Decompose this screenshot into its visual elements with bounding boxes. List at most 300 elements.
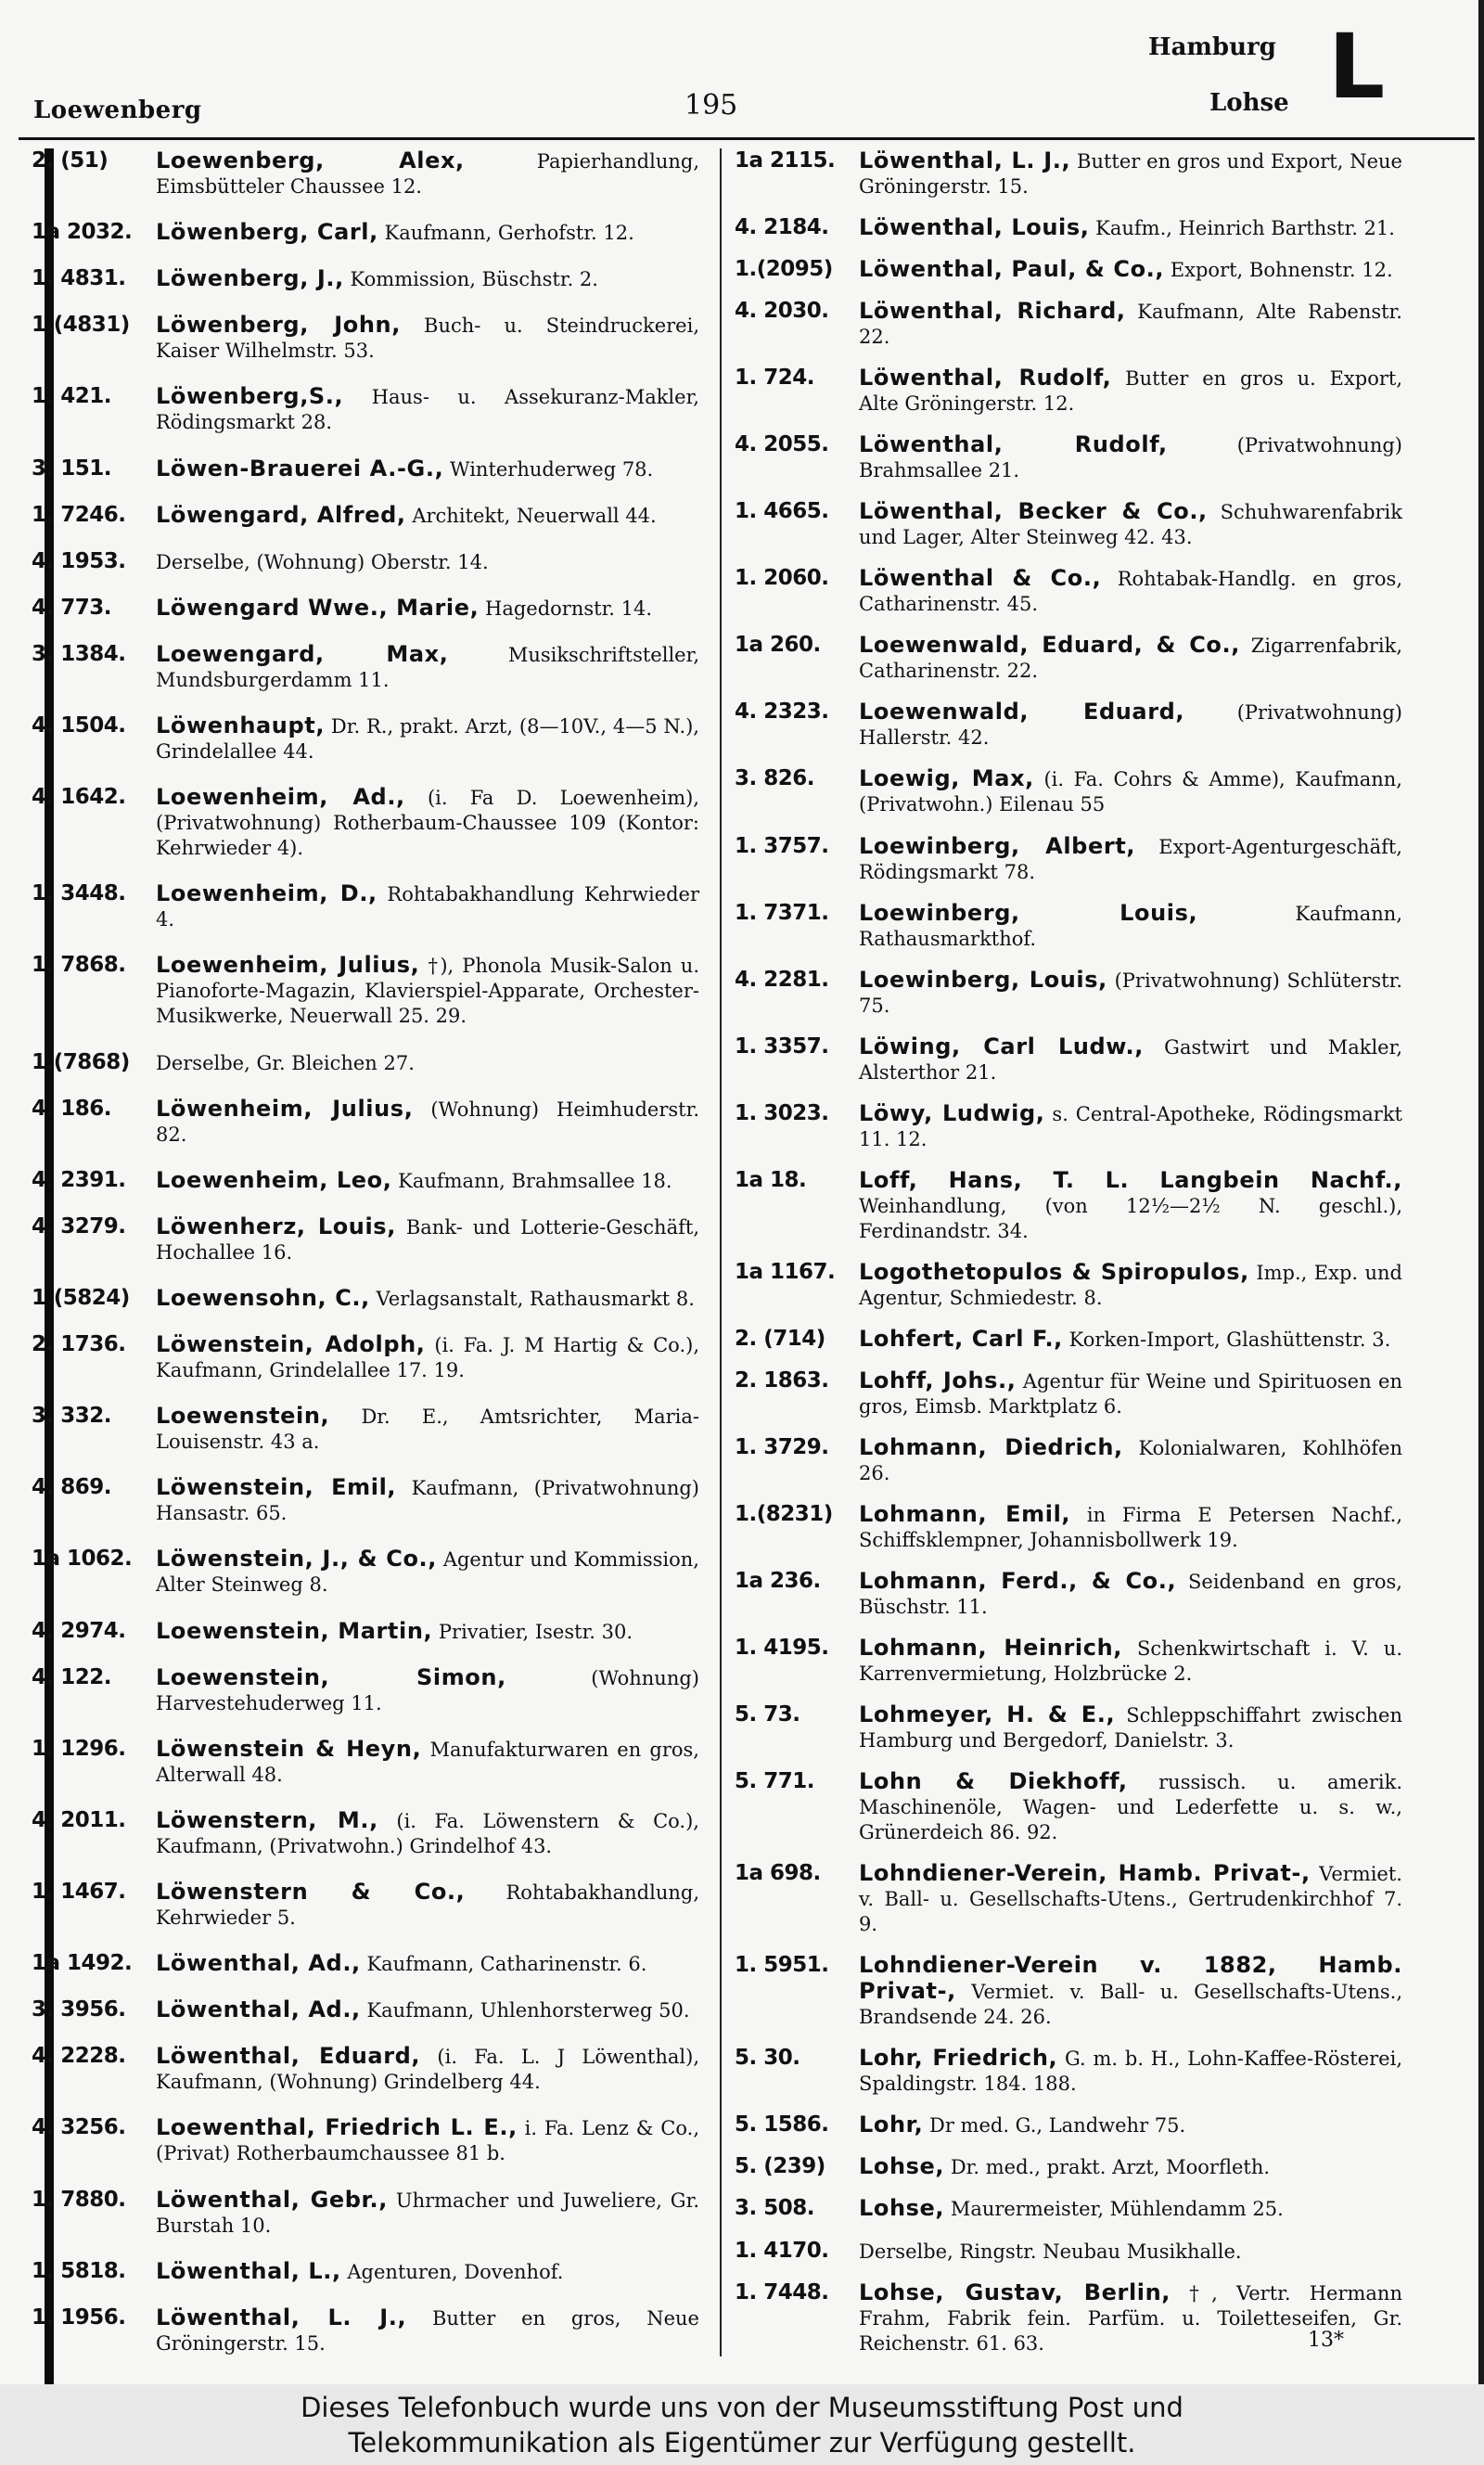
directory-entry (735, 1769, 1402, 1845)
directory-entry (735, 1636, 1402, 1687)
phone-number: 4. 1642. (32, 785, 126, 810)
phone-number: 1.(5824) (32, 1285, 130, 1310)
directory-entry (32, 1665, 699, 1716)
directory-entry (735, 1368, 1402, 1419)
entry-body (859, 700, 1402, 751)
subscriber-details: Derselbe, Ringstr. Neubau Musikhalle. (859, 2240, 1242, 2263)
phone-number: 5. 73. (735, 1702, 800, 1727)
directory-entry (735, 1953, 1402, 2030)
right-column (735, 148, 1402, 2356)
entry-body (156, 1951, 699, 1977)
directory-entry (32, 713, 699, 764)
phone-number: 4. 2030. (735, 299, 829, 324)
phone-number: 1. 3757. (735, 833, 829, 858)
phone-number: 3. 3956. (32, 1997, 126, 2022)
subscriber-details: Agentur für Weine und Spirituosen en gros, Eimsb. Marktplatz 6. (859, 1369, 1402, 1418)
phone-number: 1a 260. (735, 633, 821, 658)
subscriber-details: Weinhandlung, (von 12½—2½ N. geschl.), Ferdinandstr. 34. (859, 1194, 1402, 1242)
subscriber-name: Löwy, Ludwig, (859, 1099, 1045, 1126)
phone-number: 1. 7448. (735, 2279, 829, 2305)
entry-body (859, 834, 1402, 885)
phone-number: 3. 151. (32, 456, 111, 481)
subscriber-details: Dr. E., Amtsrichter, Maria-Louisenstr. 43 a. (156, 1406, 699, 1454)
directory-entry (32, 1168, 699, 1194)
subscriber-name: Löwenthal, Gebr., (156, 2186, 388, 2213)
directory-entry (735, 766, 1402, 817)
subscriber-details: Imp., Exp. und Agentur, Schmiedestr. 8. (859, 1261, 1403, 1309)
entry-body (156, 596, 699, 622)
subscriber-name: Löwenstein, J., & Co., (156, 1546, 437, 1573)
subscriber-name: Löwenthal, Ad., (156, 1950, 361, 1977)
entry-body (859, 257, 1402, 283)
directory-entry (32, 881, 699, 932)
subscriber-details: Schenkwirtschaft i. V. u. Karrenvermietung, Holzbrücke 2. (859, 1637, 1402, 1686)
subscriber-name: Logothetopulos & Spiropulos, (859, 1258, 1249, 1285)
subscriber-details: Agentur und Kommission, Alter Steinweg 8. (156, 1548, 699, 1597)
phone-number: 1a 2115. (735, 148, 836, 173)
entry-body (859, 566, 1402, 617)
subscriber-details: Vermiet. v. Ball- u. Gesellschafts-Utens., Gertrudenkirchhof 7. 9. (859, 1863, 1402, 1936)
subscriber-name: Löwenstern, M., (156, 1806, 378, 1833)
directory-entry (735, 834, 1402, 885)
subscriber-details: Kaufmann, Rathausmarkthof. (859, 902, 1402, 950)
directory-entry (32, 1737, 699, 1788)
subscriber-name: Loewenheim, Julius, (156, 952, 420, 979)
phone-number: 3. 508. (735, 2196, 814, 2221)
phone-number: 1. 3729. (735, 1434, 829, 1459)
entry-body (859, 1861, 1402, 1937)
phone-number: 1.(7868) (32, 1049, 130, 1074)
subscriber-name: Löwengard, Alfred, (156, 501, 406, 528)
subscriber-name: Löwenherz, Louis, (156, 1213, 396, 1239)
phone-number: 5. 771. (735, 1769, 814, 1794)
entry-body (156, 266, 699, 292)
entry-body (859, 2239, 1402, 2265)
subscriber-name: Löwenstein, Adolph, (156, 1331, 426, 1358)
directory-entry (735, 1101, 1402, 1152)
entry-body (156, 953, 699, 1029)
subscriber-name: Lohse, (859, 2153, 945, 2180)
provenance-footer (0, 2384, 1484, 2465)
subscriber-details: Hagedornstr. 14. (485, 597, 653, 620)
entry-body (859, 1702, 1402, 1753)
subscriber-details: Privatier, Isestr. 30. (438, 1620, 633, 1643)
subscriber-name: Löwenthal, Rudolf, (859, 365, 1112, 392)
phone-number: 1a 698. (735, 1861, 821, 1886)
subscriber-details: Rohtabakhandlung Kehrwieder 4. (156, 883, 699, 931)
entry-body (859, 2112, 1402, 2138)
directory-entry (32, 1997, 699, 2023)
phone-number: 1a 1167. (735, 1259, 836, 1284)
phone-number: 1a 236. (735, 1569, 821, 1594)
subscriber-details: in Firma E Petersen Nachf., Schiffsklempner, Johannisbollwerk 19. (859, 1503, 1402, 1551)
directory-entry (735, 2280, 1402, 2356)
phone-number: 4. 122. (32, 1664, 111, 1689)
phone-number: 1. 3023. (735, 1100, 829, 1125)
entry-body (156, 313, 699, 364)
phone-number: 1. 724. (735, 366, 814, 391)
subscriber-details: Butter en gros u. Export, Alte Gröningerstr. 12. (859, 367, 1402, 416)
subscriber-name: Loewensohn, C., (156, 1284, 370, 1311)
subscriber-details: (i. Fa D. Loewenheim), (Privatwohnung) Rotherbaum-Chaussee 109 (Kontor: Kehrwieder 4). (156, 787, 699, 860)
directory-entry (735, 700, 1402, 751)
phone-number: 1. 1296. (32, 1736, 126, 1761)
entry-body (156, 1168, 699, 1194)
directory-entry (735, 2196, 1402, 2222)
entry-body (156, 2044, 699, 2095)
entry-body (156, 220, 699, 246)
subscriber-name: Loewenberg, Alex, (156, 148, 465, 173)
directory-entry (735, 1702, 1402, 1753)
subscriber-details: Rohtabak-Handlg. en gros, Catharinenstr. 45. (859, 568, 1402, 616)
entry-body (859, 1769, 1402, 1845)
directory-entry (735, 901, 1402, 952)
directory-entry (32, 785, 699, 861)
subscriber-details: Zigarrenfabrik, Catharinenstr. 22. (859, 635, 1402, 683)
directory-entry (32, 1547, 699, 1598)
directory-entry (735, 499, 1402, 550)
subscriber-name: Löwenthal, Ad., (156, 1996, 361, 2023)
subscriber-details: Export, Bohnenstr. 12. (1170, 259, 1393, 282)
subscriber-name: Loewinberg, Albert, (859, 832, 1136, 859)
phone-number: 3. 826. (735, 766, 814, 791)
phone-number: 4. 3279. (32, 1213, 126, 1239)
entry-body (859, 2046, 1402, 2097)
directory-entry (32, 596, 699, 622)
directory-entry (735, 1861, 1402, 1937)
phone-number: 5. (239) (735, 2154, 825, 2179)
subscriber-name: Loewenstein, Simon, (156, 1663, 506, 1690)
subscriber-name: Löwenthal, Rudolf, (859, 431, 1168, 458)
subscriber-name: Lohndiener-Verein v. 1882, Hamb. Privat-, (859, 1952, 1402, 2005)
subscriber-name: Löwenberg, Carl, (156, 219, 378, 246)
directory-entry (32, 1880, 699, 1931)
subscriber-name: Loewenheim, D., (156, 880, 377, 907)
subscriber-details: Haus- u. Assekuranz-Makler, Rödingsmarkt 28. (156, 386, 699, 434)
page-number: 195 (684, 89, 738, 122)
subscriber-name: Löwenthal, L. J., (156, 2304, 407, 2330)
subscriber-details: Kaufm., Heinrich Barthstr. 21. (1095, 217, 1395, 240)
entry-body (156, 503, 699, 529)
entry-body (859, 1101, 1402, 1152)
entry-body (859, 148, 1402, 199)
directory-entry (735, 1260, 1402, 1311)
phone-number: 1. 7246. (32, 502, 126, 527)
entry-body (156, 2115, 699, 2166)
directory-entry (735, 968, 1402, 1019)
subscriber-details: Verlagsanstalt, Rathausmarkt 8. (376, 1287, 695, 1310)
directory-entry (735, 1435, 1402, 1486)
entry-body (859, 1569, 1402, 1620)
phone-number: 1. 5818. (32, 2258, 126, 2283)
directory-entry (735, 1569, 1402, 1620)
directory-entry (735, 366, 1402, 417)
subscriber-name: Loff, Hans, T. L. Langbein Nachf., (859, 1166, 1402, 1193)
subscriber-name: Löwing, Carl Ludw., (859, 1033, 1144, 1059)
subscriber-name: Löwenberg,S., (156, 383, 344, 410)
footer-line-1: Dieses Telefonbuch wurde uns von der Museumsstiftung Post und (301, 2391, 1183, 2423)
subscriber-details: (i. Fa. L. J Löwenthal), Kaufmann, (Wohnung) Grindelberg 44. (156, 2046, 700, 2094)
directory-entry (32, 2305, 699, 2356)
subscriber-details: (Privatwohnung) Brahmsallee 21. (859, 434, 1402, 482)
directory-entry (32, 1214, 699, 1265)
subscriber-details: Kaufmann, Brahmsallee 18. (398, 1169, 672, 1192)
entry-body (859, 1327, 1402, 1353)
phone-number: 4. 773. (32, 595, 111, 620)
directory-entry (32, 642, 699, 693)
subscriber-details: i. Fa. Lenz & Co., (Privat) Rotherbaumchaussee 81 b. (156, 2117, 699, 2165)
directory-entry (32, 148, 699, 199)
directory-entry (32, 1619, 699, 1645)
phone-number: 1. 4831. (32, 266, 126, 291)
subscriber-details: Rohtabakhandlung, Kehrwieder 5. (156, 1881, 699, 1929)
subscriber-details: Manufakturwaren en gros, Alterwall 48. (156, 1738, 699, 1786)
directory-entry (32, 1951, 699, 1977)
subscriber-details: Kaufmann, Catharinenstr. 6. (366, 1953, 647, 1976)
subscriber-details: Kommission, Büschstr. 2. (350, 268, 598, 291)
directory-entry (32, 1286, 699, 1312)
phone-number: 1. 7868. (32, 953, 126, 978)
directory-entry (735, 2046, 1402, 2097)
subscriber-name: Löwenthal, Eduard, (156, 2043, 421, 2070)
subscriber-details: Musikschriftsteller, Mundsburgerdamm 11. (156, 643, 699, 691)
subscriber-details: Papierhandlung, Eimsbütteler Chaussee 12. (156, 150, 699, 198)
subscriber-name: Löwenthal, Becker & Co., (859, 498, 1208, 525)
entry-body (156, 1997, 699, 2023)
phone-number: 4. 186. (32, 1096, 111, 1121)
phone-number: 1. 7880. (32, 2187, 126, 2212)
subscriber-name: Lohmann, Heinrich, (859, 1635, 1122, 1662)
directory-entry (735, 2112, 1402, 2138)
subscriber-name: Löwenstein & Heyn, (156, 1735, 422, 1762)
phone-number: 1a 1062. (32, 1547, 133, 1572)
subscriber-name: Lohse, (859, 2195, 945, 2222)
phone-number: 4. 2974. (32, 1618, 126, 1643)
subscriber-details: Gastwirt und Makler, Alsterthor 21. (859, 1035, 1402, 1084)
directory-entry (735, 566, 1402, 617)
subscriber-details: russisch. u. amerik. Maschinenöle, Wagen- und Lederfette u. s. w., Grünerdeich 86. 92. (859, 1771, 1402, 1844)
directory-entry (735, 2239, 1402, 2265)
directory-entry (32, 1808, 699, 1859)
subscriber-details: Agenturen, Dovenhof. (347, 2260, 564, 2283)
subscriber-name: Lohn & Diekhoff, (859, 1768, 1128, 1795)
entry-body (156, 1475, 699, 1526)
subscriber-details: Derselbe, Gr. Bleichen 27. (156, 1051, 415, 1074)
subscriber-details: Kaufmann, Uhlenhorsterweg 50. (366, 1999, 690, 2022)
subscriber-details: Butter en gros und Export, Neue Gröningerstr. 15. (859, 150, 1402, 198)
directory-entry (32, 953, 699, 1029)
subscriber-details: (i. Fa. Cohrs & Amme), Kaufmann, (Privatwohn.) Eilenau 55 (859, 768, 1402, 816)
subscriber-name: Lohr, (859, 2112, 924, 2138)
entry-body (859, 1435, 1402, 1486)
subscriber-name: Löwenthal, Richard, (859, 298, 1126, 325)
subscriber-name: Löwenstein, Emil, (156, 1474, 397, 1501)
entry-body (156, 1097, 699, 1148)
phone-number: 1. 4195. (735, 1636, 829, 1661)
running-head-city: Hamburg (1148, 33, 1276, 61)
phone-number: 1a 2032. (32, 220, 133, 245)
subscriber-details: Export-Agenturgeschäft, Rödingsmarkt 78. (859, 835, 1402, 883)
entry-body (859, 1168, 1402, 1244)
subscriber-details: Dr. R., prakt. Arzt, (8—10V., 4—5 N.), Grindelallee 44. (156, 715, 699, 764)
subscriber-details: (Wohnung) Harvestehuderweg 11. (156, 1666, 699, 1714)
entry-body (859, 901, 1402, 952)
directory-entry (735, 1327, 1402, 1353)
phone-number: 1. 7371. (735, 900, 829, 925)
entry-body (156, 1880, 699, 1931)
entry-body (859, 1260, 1402, 1311)
phone-number: 4. 1953. (32, 548, 126, 573)
subscriber-name: Lohff, Johs., (859, 1367, 1017, 1393)
entry-body (156, 2188, 699, 2239)
entry-body (859, 1636, 1402, 1687)
directory-entry (32, 1475, 699, 1526)
phone-number: 2. (51) (32, 148, 109, 173)
entry-body (156, 1214, 699, 1265)
page-edge (1478, 0, 1484, 2384)
subscriber-details: Kolonialwaren, Kohlhöfen 26. (859, 1436, 1402, 1484)
directory-entry (32, 2115, 699, 2166)
footer-line-2: Telekommunikation als Eigentümer zur Verfügung gestellt. (348, 2426, 1136, 2459)
subscriber-name: Löwenstern & Co., (156, 1878, 466, 1905)
entry-body (859, 2154, 1402, 2180)
subscriber-name: Loewinberg, Louis, (859, 966, 1107, 993)
entry-body (859, 1502, 1402, 1553)
phone-number: 4. 2184. (735, 215, 829, 240)
entry-body (156, 1286, 699, 1312)
subscriber-name: Löwenberg, John, (156, 312, 401, 339)
phone-number: 5. 1586. (735, 2112, 829, 2138)
subscriber-details: Dr med. G., Landwehr 75. (928, 2114, 1186, 2138)
directory-entry (735, 1034, 1402, 1085)
entry-body (156, 1050, 699, 1076)
phone-number: 4. 2281. (735, 967, 829, 992)
column-divider (720, 148, 722, 2356)
phone-number: 4. 869. (32, 1475, 111, 1500)
subscriber-details: (i. Fa. Löwenstern & Co.), Kaufmann, (Privatwohn.) Grindelhof 43. (156, 1809, 699, 1857)
entry-body (156, 1547, 699, 1598)
directory-entry (32, 2044, 699, 2095)
phone-number: 3. 332. (32, 1404, 111, 1429)
running-head-right: Lohse (1209, 89, 1289, 117)
phone-number: 1.(4831) (32, 313, 130, 338)
directory-entry (735, 633, 1402, 684)
subscriber-name: Lohr, Friedrich, (859, 2045, 1058, 2072)
entry-body (156, 785, 699, 861)
phone-number: 1.(2095) (735, 257, 833, 282)
subscriber-name: Loewenheim, Leo, (156, 1166, 392, 1193)
left-column (32, 148, 699, 2356)
phone-number: 1. 2060. (735, 566, 829, 591)
entry-body (859, 299, 1402, 350)
directory-entry (32, 549, 699, 575)
directory-entry (32, 1097, 699, 1148)
subscriber-details: (Privatwohnung) Hallerstr. 42. (859, 701, 1402, 750)
phone-number: 4. 2391. (32, 1167, 126, 1192)
entry-body (859, 766, 1402, 817)
subscriber-name: Loewig, Max, (859, 765, 1034, 792)
directory-entry (735, 2154, 1402, 2180)
phone-number: 2. 1863. (735, 1367, 829, 1393)
subscriber-name: Loewenstein, Martin, (156, 1617, 433, 1644)
entry-body (156, 2305, 699, 2356)
subscriber-name: Löwen-Brauerei A.-G., (156, 455, 444, 481)
subscriber-name: Loewenstein, (156, 1403, 330, 1430)
subscriber-name: Löwenthal, L. J., (859, 148, 1071, 173)
directory-entry (735, 215, 1402, 241)
phone-number: 3. 1384. (32, 641, 126, 666)
entry-body (859, 633, 1402, 684)
subscriber-name: Löwenthal, Paul, & Co., (859, 256, 1165, 283)
subscriber-name: Löwenberg, J., (156, 265, 344, 292)
entry-body (859, 968, 1402, 1019)
entry-body (859, 366, 1402, 417)
subscriber-name: Loewenwald, Eduard, (859, 699, 1185, 725)
page-signature: 13* (1308, 2329, 1344, 2352)
entry-body (156, 456, 699, 482)
subscriber-details: Dr. med., prakt. Arzt, Moorfleth. (950, 2156, 1271, 2179)
directory-entry (32, 1050, 699, 1076)
phone-number: 4. 2323. (735, 700, 829, 725)
subscriber-details: †), Phonola Musik-Salon u. Pianoforte-Magazin, Klavierspiel-Apparate, Orchester-Musikwerke, Neuerwall 25. 29. (156, 955, 699, 1028)
subscriber-name: Loewenheim, Ad., (156, 784, 405, 811)
subscriber-details: s. Central-Apotheke, Rödingsmarkt 11. 12. (859, 1102, 1402, 1150)
header-rule (19, 137, 1475, 140)
phone-number: 1. 5951. (735, 1953, 829, 1978)
subscriber-details: Butter en gros, Neue Gröningerstr. 15. (156, 2306, 699, 2355)
directory-entry (32, 220, 699, 246)
directory-entry (32, 266, 699, 292)
subscriber-name: Lohse, Gustav, Berlin, (859, 2279, 1171, 2305)
phone-number: 1. 4170. (735, 2238, 829, 2263)
entry-body (156, 2259, 699, 2285)
subscriber-name: Loewinberg, Louis, (859, 899, 1198, 926)
phone-number: 1a 18. (735, 1167, 807, 1192)
phone-number: 4. 1504. (32, 713, 126, 738)
subscriber-details: Derselbe, (Wohnung) Oberstr. 14. (156, 550, 489, 573)
subscriber-name: Löwenthal, Louis, (859, 214, 1090, 241)
subscriber-details: (Wohnung) Heimhuderstr. 82. (156, 1098, 699, 1146)
subscriber-details: Kaufmann, Gerhofstr. 12. (384, 222, 634, 245)
phone-number: 4. 3256. (32, 2115, 126, 2140)
entry-body (156, 1332, 699, 1383)
entry-body (156, 148, 699, 199)
phone-number: 1. 3448. (32, 881, 126, 906)
entry-body (156, 713, 699, 764)
subscriber-details: Kaufmann, Alte Rabenstr. 22. (859, 301, 1402, 349)
subscriber-details: Maurermeister, Mühlendamm 25. (950, 2198, 1284, 2221)
directory-entry (735, 1168, 1402, 1244)
entry-body (859, 499, 1402, 550)
subscriber-name: Lohndiener-Verein, Hamb. Privat-, (859, 1860, 1311, 1887)
phone-number: 2. 1736. (32, 1332, 126, 1357)
entry-body (156, 642, 699, 693)
subscriber-details: Winterhuderweg 78. (449, 457, 654, 481)
entry-body (156, 881, 699, 932)
directory-entry (32, 2259, 699, 2285)
entry-body (859, 1034, 1402, 1085)
entry-body (859, 2196, 1402, 2222)
subscriber-details: Seidenband en gros, Büschstr. 11. (859, 1571, 1402, 1619)
phone-number: 2. (714) (735, 1326, 825, 1351)
directory-entry (32, 1332, 699, 1383)
subscriber-details: Korken-Import, Glashüttenstr. 3. (1068, 1328, 1391, 1351)
directory-entry (32, 456, 699, 482)
subscriber-details: G. m. b. H., Lohn-Kaffee-Rösterei, Spaldingstr. 184. 188. (859, 2048, 1403, 2096)
subscriber-name: Lohmann, Diedrich, (859, 1433, 1123, 1460)
directory-entry (32, 313, 699, 364)
section-letter: L (1328, 15, 1386, 119)
